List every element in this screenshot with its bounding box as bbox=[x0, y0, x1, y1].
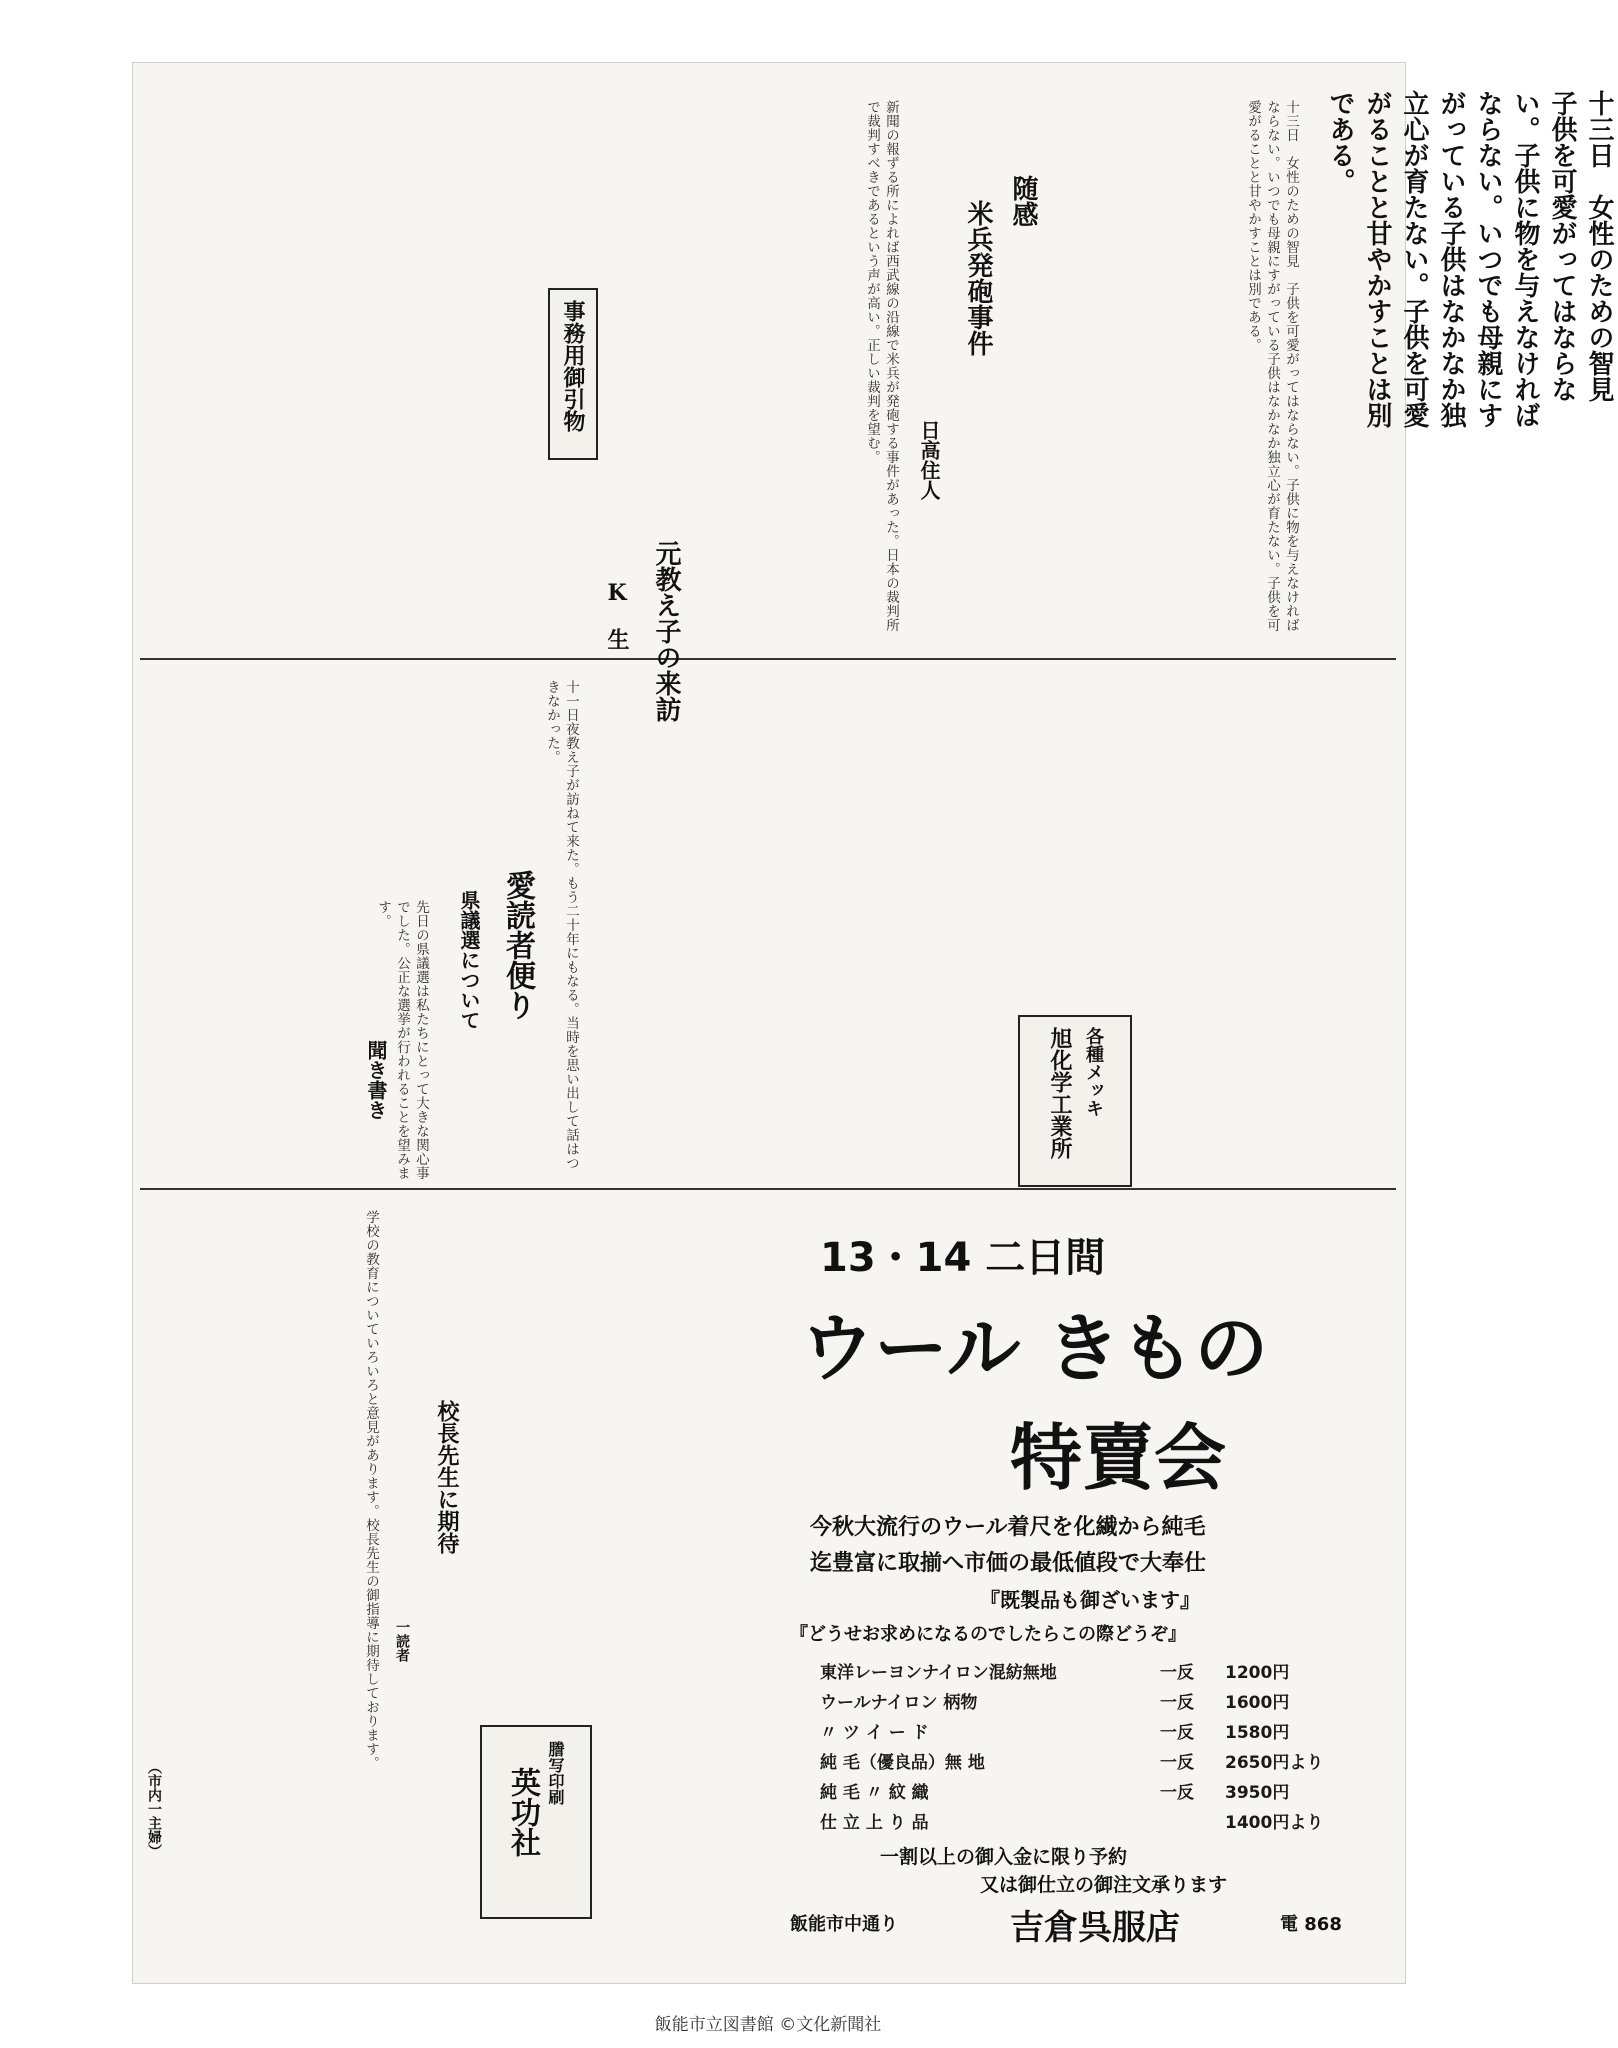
price-value: 1200円 bbox=[1225, 1663, 1290, 1683]
sale-note: 又は御仕立の御注文承ります bbox=[980, 1874, 1228, 1896]
article-author: 日高住人 bbox=[917, 420, 941, 500]
sale-title: 特賣会 bbox=[1010, 1416, 1227, 1500]
article-body: 新聞の報ずる所によれば西武線の沿線で米兵が発砲する事件があった。日本の裁判所で裁判すべきであるという声が高い。正しい裁判を望む。 bbox=[864, 100, 899, 632]
column-title-readers: 愛読者便り bbox=[500, 870, 535, 1020]
column-title-women: 十三日 女性のための智見 子供を可愛がってはならない。子供に物を与えなければならない。いつでも母親にすがっている子供はなかなか独立心が育たない。子供を可愛がることと甘やかすことは別である。 bbox=[1325, 90, 1614, 428]
article-author: K 生 bbox=[604, 580, 630, 650]
article-title-visit: 元教え子の来訪 bbox=[651, 540, 681, 722]
price-value: 1400円より bbox=[1225, 1813, 1324, 1833]
price-item: 純 毛 〃 紋 織 bbox=[820, 1783, 929, 1803]
sale-note: 一割以上の御入金に限り予約 bbox=[880, 1846, 1128, 1868]
shop-name: 吉倉呉服店 bbox=[1010, 1908, 1180, 1948]
article-author: （市内一主婦） bbox=[146, 1760, 162, 1858]
sale-copy: 『既製品も御ざいます』 bbox=[980, 1588, 1200, 1612]
sale-headline: ウール きもの bbox=[800, 1306, 1269, 1392]
price-unit: 一反 bbox=[1160, 1693, 1194, 1713]
article-title-shooting: 米兵発砲事件 bbox=[963, 200, 993, 356]
price-value: 1580円 bbox=[1225, 1723, 1290, 1743]
printer-ad bbox=[480, 1725, 592, 1919]
article-body: 十一日夜教え子が訪ねて来た。もう二十年にもなる。当時を思い出して話はつきなかった。 bbox=[544, 680, 579, 1170]
price-row bbox=[820, 1658, 1320, 1682]
price-item: ウールナイロン 柄物 bbox=[820, 1693, 978, 1713]
article-title-hearsay: 聞き書き bbox=[364, 1040, 388, 1120]
plating-ad bbox=[1018, 1015, 1132, 1187]
price-row bbox=[820, 1748, 1324, 1773]
sale-dates: 13・14 二日間 bbox=[820, 1235, 1106, 1281]
stationery-ad bbox=[548, 288, 598, 460]
price-row bbox=[820, 1688, 1320, 1712]
price-unit: 一反 bbox=[1160, 1783, 1194, 1803]
ad-line: 謄写印刷 bbox=[546, 1741, 565, 1805]
ad-title: 事務用御引物 bbox=[560, 300, 586, 432]
ad-line: 各種メッキ bbox=[1083, 1027, 1104, 1117]
price-item: 純 毛（優良品）無 地 bbox=[820, 1753, 985, 1773]
ad-line: 旭化学工業所 bbox=[1047, 1027, 1073, 1159]
shop-tel: 電 868 bbox=[1280, 1914, 1342, 1935]
price-row bbox=[820, 1778, 1320, 1802]
price-value: 3950円 bbox=[1225, 1783, 1290, 1803]
sale-copy: 迄豊富に取揃へ市価の最低値段で大奉仕 bbox=[810, 1551, 1207, 1576]
price-item: 東洋レーヨンナイロン混紡無地 bbox=[820, 1663, 1057, 1683]
archive-credit: 飯能市立図書館 ©文化新聞社 bbox=[654, 2015, 882, 2035]
price-item: 〃 ツ イ ー ド bbox=[820, 1723, 929, 1743]
column-title-essay: 随感 bbox=[1008, 175, 1038, 227]
article-title-principal: 校長先生に期待 bbox=[434, 1400, 460, 1554]
price-value: 2650円より bbox=[1225, 1753, 1324, 1773]
price-item: 仕 立 上 り 品 bbox=[820, 1813, 929, 1833]
price-value: 1600円 bbox=[1225, 1693, 1290, 1713]
article-body: 先日の県議選は私たちにとって大きな関心事でした。公正な選挙が行われることを望みます。 bbox=[375, 900, 429, 1180]
middle-section-rule bbox=[140, 1188, 1396, 1190]
sale-copy: 今秋大流行のウール着尺を化繊から純毛 bbox=[810, 1515, 1206, 1540]
article-body: 学校の教育についていろいろと意見があります。校長先生の御指導に期待しております。 bbox=[363, 1210, 379, 1770]
price-unit: 一反 bbox=[1160, 1723, 1194, 1743]
shop-address: 飯能市中通り bbox=[790, 1914, 898, 1935]
price-unit: 一反 bbox=[1160, 1663, 1194, 1683]
price-row bbox=[820, 1718, 1320, 1742]
price-row bbox=[820, 1808, 1324, 1833]
top-section-rule bbox=[140, 658, 1396, 660]
article-title-election: 県議選について bbox=[457, 890, 481, 1030]
article-author: 一読者 bbox=[394, 1620, 410, 1662]
ad-line: 英功社 bbox=[505, 1767, 540, 1857]
kimono-sale-ad bbox=[780, 1210, 1380, 1948]
sale-copy: 『どうせお求めになるのでしたらこの際どうぞ』 bbox=[790, 1624, 1186, 1645]
article-body: 十三日 女性のための智見 子供を可愛がってはならない。子供に物を与えなければならない。いつでも母親にすがっている子供はなかなか独立心が育たない。子供を可愛がることと甘やかすことは別である。 bbox=[1245, 100, 1299, 632]
price-unit: 一反 bbox=[1160, 1753, 1194, 1773]
